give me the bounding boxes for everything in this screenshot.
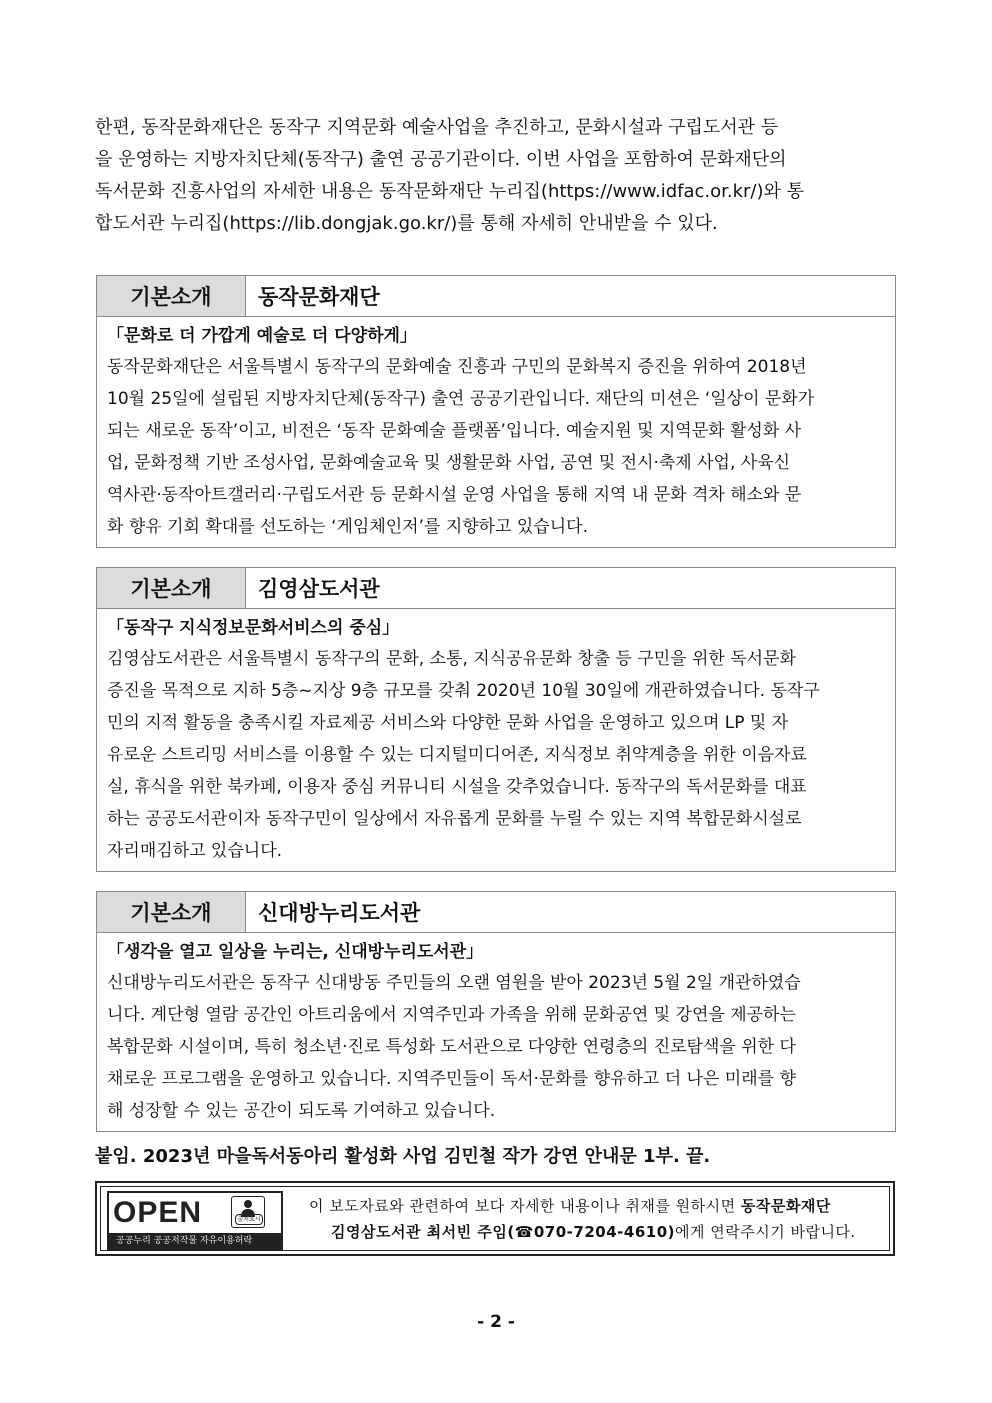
intro-line: 을 운영하는 지방자치단체(동작구) 출연 공공기관이다. 이번 사업을 포함하여 문화재단의 [95, 149, 787, 170]
contact-line-2: 김영삼도서관 최서빈 주임(☎070-7204-4610)에게 연락주시기 바랍니다. [331, 1223, 856, 1241]
box-description [107, 351, 885, 543]
attribution-badge: 출처표시 [235, 1214, 263, 1225]
desc-line: 니다. 계단형 열람 공간인 아트리움에서 지역주민과 가족을 위해 문화공연 및 강연을 제공하는 [107, 1005, 796, 1025]
desc-line: 민의 지적 활동을 충족시킬 자료제공 서비스와 다양한 문화 사업을 운영하고 있으며 LP 및 자 [107, 713, 789, 733]
intro-line: 합도서관 누리집(https://lib.dongjak.go.kr/)를 통해 자세히 안내받을 수 있다. [95, 213, 718, 234]
box-header [97, 276, 895, 317]
box-header [97, 568, 895, 609]
attribution-person-icon [231, 1196, 265, 1228]
box-label: 기본소개 [97, 892, 246, 932]
desc-line: 복합문화 시설이며, 특히 청소년·진로 특성화 도서관으로 다양한 연령층의 진로탐색을 위한 다 [107, 1037, 796, 1057]
desc-line: 동작문화재단은 서울특별시 동작구의 문화예술 진흥과 구민의 문화복지 증진을 위하여 2018년 [107, 357, 807, 377]
box-label: 기본소개 [97, 276, 246, 316]
intro-line: 한편, 동작문화재단은 동작구 지역문화 예술사업을 추진하고, 문화시설과 구립도서관 등 [95, 117, 779, 138]
box-label: 기본소개 [97, 568, 246, 608]
box-body [97, 933, 895, 1131]
box-slogan: 「생각을 열고 일상을 누리는, 신대방누리도서관」 [107, 942, 484, 962]
desc-line: 해 성장할 수 있는 공간이 되도록 기여하고 있습니다. [107, 1101, 496, 1121]
desc-line: 화 향유 기회 확대를 선도하는 ‘게임체인저’를 지향하고 있습니다. [107, 517, 589, 537]
desc-line: 10월 25일에 설립된 지방자치단체(동작구) 출연 공공기관입니다. 재단의 미션은 ‘일상이 문화가 [107, 389, 815, 409]
desc-line: 역사관·동작아트갤러리·구립도서관 등 문화시설 운영 사업을 통해 지역 내 문화 격차 해소와 문 [107, 485, 802, 505]
box-title: 동작문화재단 [258, 285, 380, 309]
kogl-caption: 공공누리 공공저작물 자유이용허락 [109, 1233, 281, 1249]
desc-line: 증진을 목적으로 지하 5층~지상 9층 규모를 갖춰 2020년 10월 30일에 개관하였습니다. 동작구 [107, 681, 820, 701]
box-title: 신대방누리도서관 [258, 901, 421, 925]
desc-line: 채로운 프로그램을 운영하고 있습니다. 지역주민들이 독서·문화를 향유하고 더 나은 미래를 향 [107, 1069, 796, 1089]
attachment-note: 붙임. 2023년 마을독서동아리 활성화 사업 김민철 작가 강연 안내문 1부. 끝. [95, 1146, 711, 1167]
contact-org: 동작문화재단 [740, 1197, 831, 1215]
intro-paragraph [95, 112, 897, 240]
box-title: 김영삼도서관 [258, 577, 380, 601]
box-body [97, 609, 895, 871]
box-body [97, 317, 895, 547]
kogl-open-text: OPEN [113, 1196, 203, 1229]
desc-line: 하는 공공도서관이자 동작구민이 일상에서 자유롭게 문화를 누릴 수 있는 지역 복합문화시설로 [107, 809, 802, 829]
intro-box-sdb-library [96, 891, 896, 1132]
box-slogan: 「동작구 지식정보문화서비스의 중심」 [107, 618, 400, 638]
desc-line: 유로운 스트리밍 서비스를 이용할 수 있는 디지털미디어존, 지식정보 취약계층을 위한 이음자료 [107, 745, 807, 765]
desc-line: 업, 문화정책 기반 조성사업, 문화예술교육 및 생활문화 사업, 공연 및 전시·축제 사업, 사육신 [107, 453, 791, 473]
contact-line-1: 이 보도자료와 관련하여 보다 자세한 내용이나 취재를 원하시면 동작문화재단 [309, 1197, 831, 1215]
page-number: - 2 - [477, 1312, 515, 1332]
intro-box-ys-library [96, 567, 896, 872]
box-description [107, 643, 885, 867]
box-description [107, 967, 885, 1127]
desc-line: 김영삼도서관은 서울특별시 동작구의 문화, 소통, 지식공유문화 창출 등 구민을 위한 독서문화 [107, 649, 796, 669]
kogl-open-license-logo [107, 1191, 283, 1251]
intro-box-foundation [96, 275, 896, 548]
desc-line: 자리매김하고 있습니다. [107, 841, 283, 861]
desc-line: 신대방누리도서관은 동작구 신대방동 주민들의 오랜 염원을 받아 2023년 5월 2일 개관하였습 [107, 973, 801, 993]
contact-text [309, 1193, 891, 1245]
box-slogan: 「문화로 더 가깝게 예술로 더 다양하게」 [107, 326, 417, 346]
desc-line: 되는 새로운 동작’이고, 비전은 ‘동작 문화예술 플랫폼’입니다. 예술지원 및 지역문화 활성화 사 [107, 421, 802, 441]
footer-inner-border [100, 1186, 890, 1251]
box-header [97, 892, 895, 933]
contact-footer [95, 1181, 895, 1256]
contact-person: 김영삼도서관 최서빈 주임(☎070-7204-4610) [331, 1223, 675, 1241]
intro-line: 독서문화 진흥사업의 자세한 내용은 동작문화재단 누리집(https://www.idfac.or.kr/)와 통 [95, 181, 804, 202]
desc-line: 실, 휴식을 위한 북카페, 이용자 중심 커뮤니티 시설을 갖추었습니다. 동작구의 독서문화를 대표 [107, 777, 807, 797]
